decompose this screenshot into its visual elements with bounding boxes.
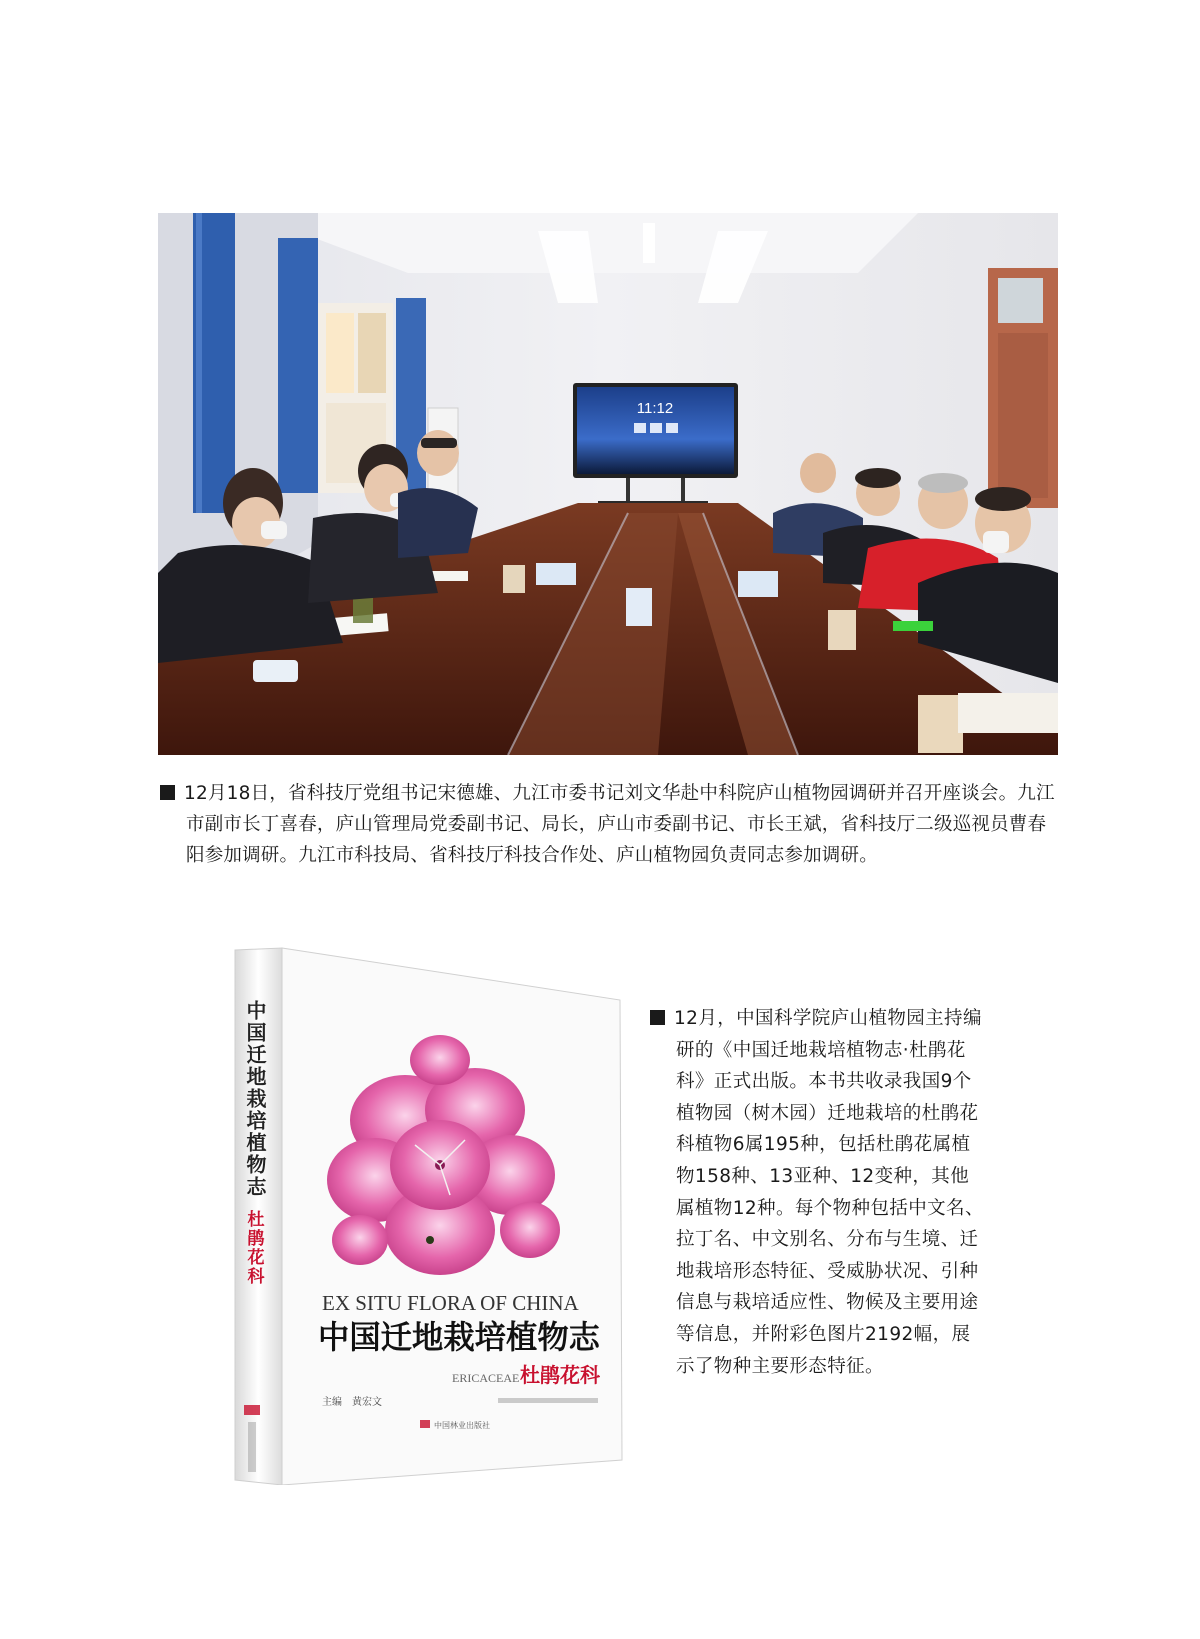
spine-subtitle: 杜鹃花科 bbox=[244, 1210, 264, 1286]
book-family-chinese: 杜鹃花科 bbox=[520, 1363, 600, 1387]
book-english-title: EX SITU FLORA OF CHINA bbox=[322, 1291, 579, 1315]
book-family-latin: ERICACEAE bbox=[452, 1371, 520, 1385]
meeting-photo bbox=[158, 213, 1058, 755]
screen-time: 11:12 bbox=[636, 400, 674, 417]
book-caption-text: 12月，中国科学院庐山植物园主持编研的《中国迁地栽培植物志·杜鹃花科》正式出版。本书共收录我国9个植物园（树木园）迁地栽培的杜鹃花科植物6属195种，包括杜鹃花属植物158种、13亚种、12变种，其他属植物12种。每个物种包括中文名、拉丁名、中文别名、分布与生境、迁地栽培形态特征、受威胁状况、引种信息与栽培适应性、物候及主要用途等信息，并附彩色图片2192幅，展示了物种主要形态特征。 bbox=[674, 1008, 984, 1377]
book-chinese-title: 中国迁地栽培植物志 bbox=[318, 1318, 601, 1356]
book-publisher: 中国林业出版社 bbox=[434, 1421, 490, 1430]
bullet-square-icon bbox=[650, 1010, 665, 1025]
photo-caption bbox=[160, 778, 1060, 871]
book-cover-image bbox=[230, 940, 630, 1485]
publisher-logo-icon bbox=[244, 1405, 260, 1415]
book-caption bbox=[650, 1003, 986, 1382]
book-editor: 主编 黄宏文 bbox=[322, 1397, 382, 1408]
caption-text: 12月18日，省科技厅党组书记宋德雄、九江市委书记刘文华赴中科院庐山植物园调研并召开座谈会。九江市副市长丁喜春，庐山管理局党委副书记、局长，庐山市委副书记、市长王斌，省科技厅二级巡视员曹春阳参加调研。九江市科技局、省科技厅科技合作处、庐山植物园负责同志参加调研。 bbox=[184, 783, 1055, 866]
bullet-square-icon bbox=[160, 785, 175, 800]
spine-title: 中国迁地栽培植物志 bbox=[243, 1000, 265, 1198]
